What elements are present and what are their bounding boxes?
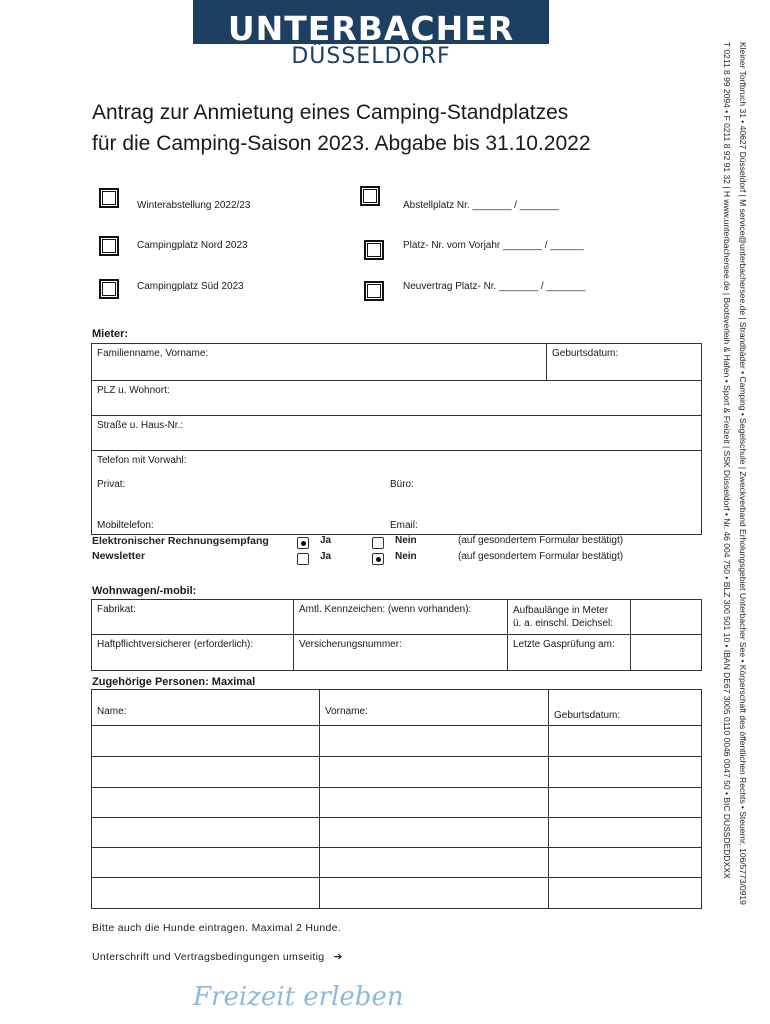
winter-checkbox[interactable]: [99, 188, 119, 208]
person-name-cell[interactable]: [92, 788, 320, 818]
telefon-field[interactable]: [92, 451, 702, 535]
mobil-label: Mobiltelefon:: [97, 520, 154, 531]
personen-name-label: Name:: [97, 706, 127, 717]
table-row: [92, 848, 702, 878]
vorjahr-checkbox[interactable]: [364, 240, 384, 260]
email-label: Email:: [390, 520, 418, 531]
person-geburt-cell[interactable]: [549, 878, 702, 909]
strasse-field[interactable]: [92, 416, 702, 451]
name-field[interactable]: [92, 344, 547, 381]
personen-vorname-header: [320, 690, 549, 726]
fabrikat-label: Fabrikat:: [97, 604, 136, 615]
person-name-cell[interactable]: [92, 757, 320, 788]
table-row: [92, 818, 702, 848]
geburtsdatum-field[interactable]: [547, 344, 702, 381]
sued-label: Campingplatz Süd 2023: [137, 281, 244, 292]
newsletter-nein-label: Nein: [395, 551, 417, 562]
kennzeichen-field[interactable]: [294, 600, 508, 635]
winter-label: Winterabstellung 2022/23: [137, 200, 251, 211]
page-subtitle: für die Camping-Saison 2023. Abgabe bis 31.10.2022: [92, 132, 591, 155]
arrow-right-icon: ➔: [333, 951, 343, 963]
abstellplatz-label: Abstellplatz Nr. _______ / _______: [403, 200, 559, 211]
rechnung-ja-label: Ja: [320, 535, 332, 546]
gas-label: Letzte Gasprüfung am:: [513, 639, 615, 650]
versicherer-field[interactable]: [92, 635, 294, 671]
person-geburt-cell[interactable]: [549, 788, 702, 818]
person-name-cell[interactable]: [92, 726, 320, 757]
newsletter-note: (auf gesondertem Formular bestätigt): [458, 551, 624, 562]
person-vorname-cell[interactable]: [320, 848, 549, 878]
neuvertrag-checkbox[interactable]: [364, 281, 384, 301]
nord-label: Campingplatz Nord 2023: [137, 240, 248, 251]
neuvertrag-label: Neuvertrag Platz- Nr. _______ / _______: [403, 281, 586, 292]
abstellplatz-checkbox[interactable]: [360, 186, 380, 206]
aufbau-label-2: ü. a. einschl. Deichsel:: [513, 618, 614, 629]
mieter-table: [91, 343, 702, 535]
name-label: Familienname, Vorname:: [97, 348, 209, 359]
table-row: [92, 726, 702, 757]
person-vorname-cell[interactable]: [320, 878, 549, 909]
personen-geburt-header: [549, 690, 702, 726]
person-name-cell[interactable]: [92, 878, 320, 909]
telefon-label: Telefon mit Vorwahl:: [97, 455, 187, 466]
person-name-cell[interactable]: [92, 848, 320, 878]
rechnung-note: (auf gesondertem Formular bestätigt): [458, 535, 624, 546]
page-title: Antrag zur Anmietung eines Camping-Standplatzes: [92, 101, 569, 124]
personen-heading: Zugehörige Personen: Maximal: [92, 676, 256, 688]
aufbau-label-1: Aufbaulänge in Meter: [513, 605, 609, 616]
aufbaulaenge-label-cell: [508, 600, 631, 635]
personen-name-header: [92, 690, 320, 726]
sidebar-contact-line: T 0211 8 99 2094 • F 0211 8 92 91 32 | H www.unterbachersee.de | Bootsverleih & Hafen • Sport & Freizeit | SSK Düsseldorf • Nr. 46 004 750 • BLZ 300 501 10 • IBAN DE67 3005 0110 0046 0047 50 • BIC DUSSDEDDXXX: [722, 42, 732, 879]
versicherer-label: Haftpflichtversicherer (erforderlich):: [97, 639, 254, 650]
mieter-heading: Mieter:: [92, 328, 129, 340]
table-row: [92, 757, 702, 788]
strasse-label: Straße u. Haus-Nr.:: [97, 420, 184, 431]
privat-label: Privat:: [97, 479, 126, 490]
kennzeichen-label: Amtl. Kennzeichen: (wenn vorhanden):: [299, 604, 472, 615]
slogan: Freizeit erleben: [193, 982, 404, 1012]
unterschrift-text: Unterschrift und Vertragsbedingungen umseitig: [92, 951, 325, 963]
newsletter-ja-radio[interactable]: [297, 553, 309, 565]
personen-table: [91, 689, 702, 909]
sidebar-address-line: Kleiner Torfbruch 31 • 40627 Düsseldorf | M service@unterbachersee.de | Strandbäder • Camping • Segelschule | Zweckverband Erholungsgebiet Unterbacher See • Körperschaft des öffentlichen Rechts • Steuernr. 106/5773/0919: [738, 42, 748, 905]
versnr-field[interactable]: [294, 635, 508, 671]
person-geburt-cell[interactable]: [549, 726, 702, 757]
rechnung-label: Elektronischer Rechnungsempfang: [92, 535, 269, 547]
rechnung-nein-label: Nein: [395, 535, 417, 546]
radio-selected-dot: [376, 557, 381, 562]
person-vorname-cell[interactable]: [320, 788, 549, 818]
personen-vorname-label: Vorname:: [325, 706, 368, 717]
unterschrift-note: [92, 951, 343, 963]
gas-field[interactable]: [631, 635, 702, 671]
table-row: [92, 878, 702, 909]
person-name-cell[interactable]: [92, 818, 320, 848]
aufbaulaenge-field[interactable]: [631, 600, 702, 635]
wohnwagen-heading: Wohnwagen/-mobil:: [92, 585, 197, 597]
buero-label: Büro:: [390, 479, 414, 490]
person-geburt-cell[interactable]: [549, 818, 702, 848]
radio-selected-dot: [301, 541, 306, 546]
rechnung-nein-radio[interactable]: [372, 537, 384, 549]
vorjahr-label: Platz- Nr. vom Vorjahr _______ / ______: [403, 240, 584, 251]
rechnung-ja-radio[interactable]: [297, 537, 309, 549]
person-vorname-cell[interactable]: [320, 818, 549, 848]
newsletter-ja-label: Ja: [320, 551, 332, 562]
fabrikat-field[interactable]: [92, 600, 294, 635]
table-row: [92, 788, 702, 818]
newsletter-label: Newsletter: [92, 550, 146, 562]
plz-field[interactable]: [92, 381, 702, 416]
logo-subtitle: DÜSSELDORF: [291, 44, 451, 69]
person-vorname-cell[interactable]: [320, 726, 549, 757]
sued-checkbox[interactable]: [99, 279, 119, 299]
wohnwagen-table: [91, 599, 702, 671]
hunde-note: Bitte auch die Hunde eintragen. Maximal 2 Hunde.: [92, 922, 342, 934]
nord-checkbox[interactable]: [99, 236, 119, 256]
person-vorname-cell[interactable]: [320, 757, 549, 788]
newsletter-nein-radio[interactable]: [372, 553, 384, 565]
versnr-label: Versicherungsnummer:: [299, 639, 402, 650]
logo: UNTERBACHER SEE: [193, 0, 549, 44]
plz-label: PLZ u. Wohnort:: [97, 385, 170, 396]
geburtsdatum-label: Geburtsdatum:: [552, 348, 619, 359]
personen-geburt-label: Geburtsdatum:: [554, 710, 621, 721]
person-geburt-cell[interactable]: [549, 757, 702, 788]
gas-label-cell: [508, 635, 631, 671]
person-geburt-cell[interactable]: [549, 848, 702, 878]
